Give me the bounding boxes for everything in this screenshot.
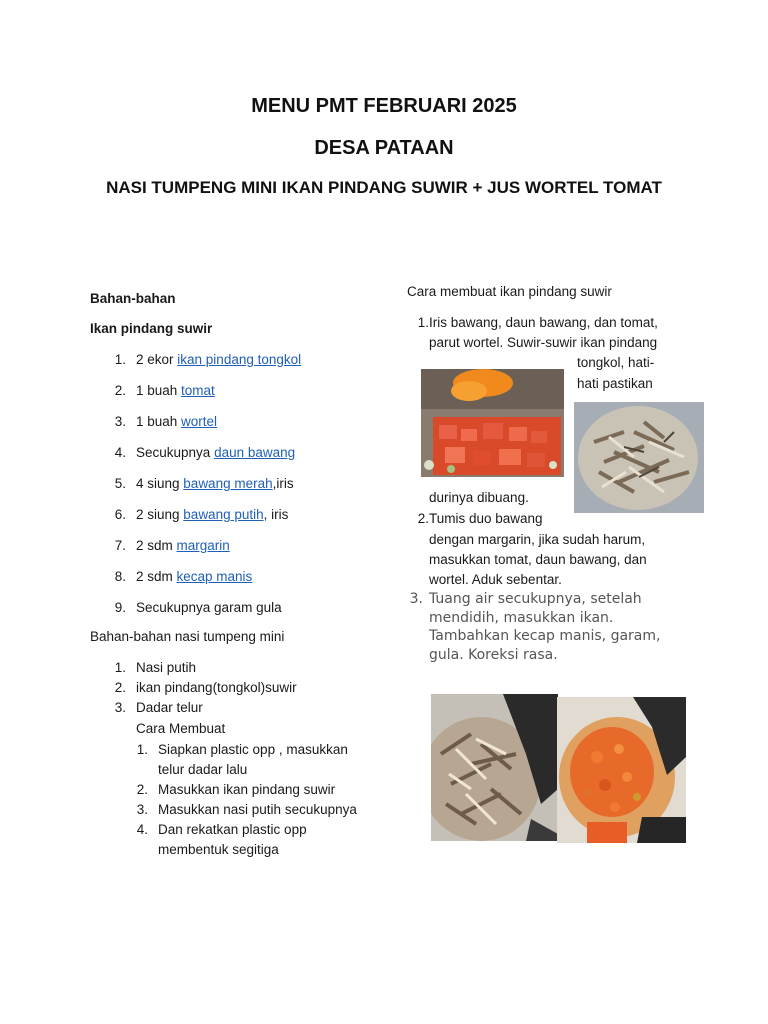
list-item bbox=[104, 698, 297, 718]
step-text: dengan margarin, jika sudah harum, bbox=[429, 532, 646, 547]
item-text: 2 ekor bbox=[136, 352, 178, 367]
item-text: Masukkan ikan pindang suwir bbox=[158, 782, 336, 797]
rice-ingredients-heading: Bahan-bahan nasi tumpeng mini bbox=[90, 629, 285, 644]
item-text: 4 siung bbox=[136, 476, 184, 491]
step-text: Tumis duo bawang bbox=[429, 511, 543, 526]
shredded-fish-image bbox=[574, 402, 704, 513]
item-number: 4. bbox=[114, 445, 126, 460]
fish-subheading: Ikan pindang suwir bbox=[90, 321, 213, 336]
item-number: 2. bbox=[136, 782, 148, 797]
step-text: hati pastikan bbox=[577, 376, 653, 391]
fish-method-heading: Cara membuat ikan pindang suwir bbox=[407, 284, 612, 299]
list-item bbox=[126, 780, 357, 800]
item-text: Siapkan plastic opp , masukkan bbox=[158, 742, 348, 757]
fish-in-pan-image bbox=[431, 694, 558, 841]
item-text-suffix: , iris bbox=[263, 507, 289, 522]
ingredient-link[interactable]: tomat bbox=[181, 383, 215, 398]
item-number: 9. bbox=[114, 600, 126, 615]
item-text-continued: membentuk segitiga bbox=[158, 842, 279, 857]
item-text: 2 sdm bbox=[136, 538, 177, 553]
step-text: durinya dibuang. bbox=[429, 490, 529, 505]
item-text: Nasi putih bbox=[136, 660, 197, 675]
shredded-fish-photo bbox=[574, 402, 704, 513]
list-item bbox=[104, 567, 301, 598]
step-text: Tambahkan kecap manis, garam, bbox=[429, 628, 661, 644]
list-item bbox=[104, 658, 297, 678]
step-number: 2. bbox=[417, 511, 429, 526]
item-number: 3. bbox=[136, 802, 148, 817]
ingredient-link[interactable]: bawang putih bbox=[183, 507, 264, 522]
list-item bbox=[104, 678, 297, 698]
menu-title: MENU PMT FEBRUARI 2025 bbox=[251, 95, 517, 117]
item-number: 1. bbox=[114, 352, 126, 367]
item-text-suffix: ,iris bbox=[272, 476, 294, 491]
sauteed-tomato-photo bbox=[557, 697, 686, 843]
fish-in-pan-photo bbox=[431, 694, 558, 841]
item-number: 8. bbox=[114, 569, 126, 584]
ingredient-link[interactable]: margarin bbox=[176, 538, 230, 553]
step-text: parut wortel. Suwir-suwir ikan pindang bbox=[429, 335, 658, 350]
step-number: 1. bbox=[417, 315, 429, 330]
ingredient-link[interactable]: wortel bbox=[181, 414, 218, 429]
item-number: 2. bbox=[114, 680, 126, 695]
list-item bbox=[104, 381, 301, 412]
item-text: Secukupnya garam gula bbox=[136, 600, 282, 615]
item-text: 2 siung bbox=[136, 507, 184, 522]
list-item bbox=[104, 598, 301, 629]
item-number: 1. bbox=[136, 742, 148, 757]
chopped-vegetables-image bbox=[421, 369, 564, 477]
sauteed-tomato-image bbox=[557, 697, 686, 843]
ingredient-link[interactable]: ikan pindang tongkol bbox=[177, 352, 302, 367]
list-item bbox=[104, 350, 301, 381]
item-number: 3. bbox=[114, 414, 126, 429]
step-text: Iris bawang, daun bawang, dan tomat, bbox=[429, 315, 658, 330]
item-text: 2 sdm bbox=[136, 569, 177, 584]
item-number: 7. bbox=[114, 538, 126, 553]
item-number: 1. bbox=[114, 660, 126, 675]
item-number: 4. bbox=[136, 822, 148, 837]
rice-ingredient-list bbox=[104, 658, 297, 718]
ingredient-link[interactable]: kecap manis bbox=[176, 569, 253, 584]
step-text: tongkol, hati- bbox=[577, 355, 655, 370]
step-text: gula. Koreksi rasa. bbox=[429, 647, 558, 663]
list-item bbox=[104, 474, 301, 505]
list-item bbox=[104, 536, 301, 567]
village-title: DESA PATAAN bbox=[314, 137, 454, 159]
item-number: 2. bbox=[114, 383, 126, 398]
step-text: mendidih, masukkan ikan. bbox=[429, 610, 614, 626]
item-number: 5. bbox=[114, 476, 126, 491]
list-item bbox=[126, 800, 357, 820]
item-text: 1 buah bbox=[136, 383, 182, 398]
item-text: 1 buah bbox=[136, 414, 182, 429]
list-item bbox=[104, 412, 301, 443]
item-number: 6. bbox=[114, 507, 126, 522]
list-item bbox=[126, 820, 357, 840]
method-label: Cara Membuat bbox=[136, 721, 226, 736]
item-text: Dan rekatkan plastic opp bbox=[158, 822, 307, 837]
step-text: wortel. Aduk sebentar. bbox=[429, 572, 562, 587]
ingredient-list bbox=[104, 350, 301, 629]
item-number: 3. bbox=[114, 700, 126, 715]
step-text: masukkan tomat, daun bawang, dan bbox=[429, 552, 647, 567]
ingredient-link[interactable]: daun bawang bbox=[214, 445, 296, 460]
list-item bbox=[126, 740, 357, 760]
list-item bbox=[104, 443, 301, 474]
dish-title: NASI TUMPENG MINI IKAN PINDANG SUWIR + JUS WORTEL TOMAT bbox=[106, 178, 662, 197]
item-text: Secukupnya bbox=[136, 445, 215, 460]
method-steps bbox=[126, 740, 357, 860]
chopped-vegetables-photo bbox=[421, 369, 564, 477]
item-text-continued: telur dadar lalu bbox=[158, 762, 248, 777]
item-text: ikan pindang(tongkol)suwir bbox=[136, 680, 297, 695]
item-text: Masukkan nasi putih secukupnya bbox=[158, 802, 357, 817]
step-number: 3. bbox=[409, 591, 423, 607]
list-item bbox=[104, 505, 301, 536]
ingredient-link[interactable]: bawang merah bbox=[183, 476, 273, 491]
ingredients-heading: Bahan-bahan bbox=[90, 291, 176, 306]
step-text: Tuang air secukupnya, setelah bbox=[429, 591, 642, 607]
item-text: Dadar telur bbox=[136, 700, 203, 715]
